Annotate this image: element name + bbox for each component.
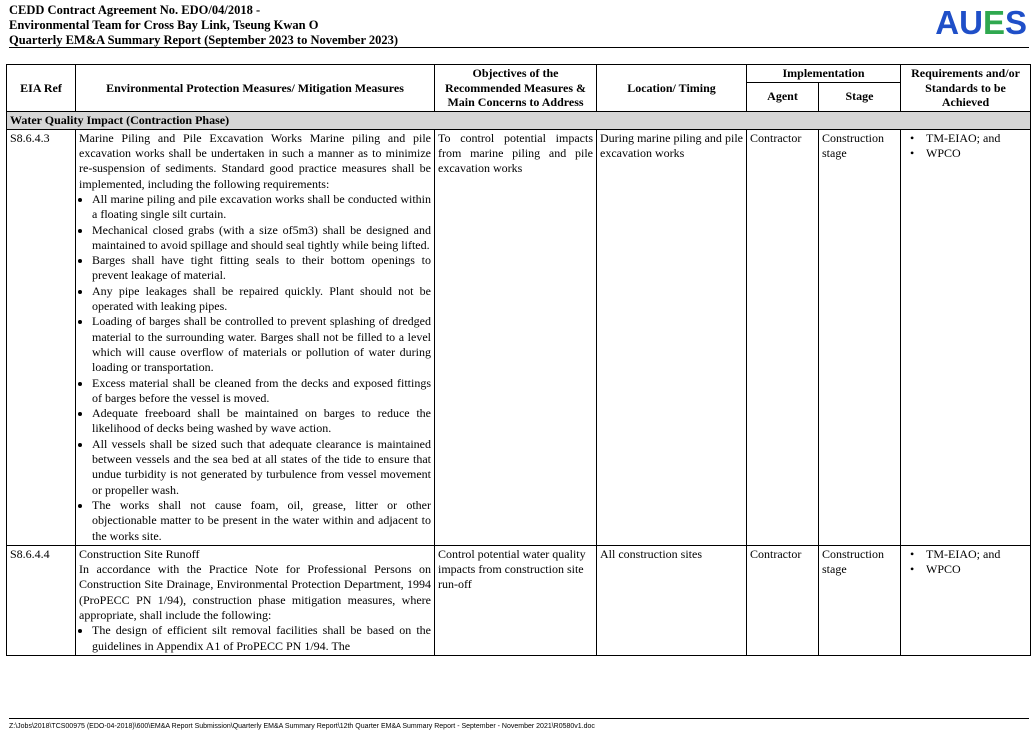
- stage-cell: Construction stage: [819, 545, 901, 655]
- section-row: [7, 111, 1031, 129]
- header-implementation: Implementation: [747, 65, 901, 83]
- table-row: [7, 545, 1031, 655]
- location-cell: All construction sites: [597, 545, 747, 655]
- list-item: • WPCO: [926, 562, 1027, 577]
- header-requirements: Requirements and/or Standards to be Achieved: [901, 65, 1031, 112]
- page-footer: [9, 718, 1029, 730]
- measure-title: Construction Site Runoff: [79, 546, 200, 561]
- list-item: • Excess material shall be cleaned from the decks and exposed fittings of barges before the vessel is moved.: [92, 376, 431, 407]
- header-objectives: Objectives of the Recommended Measures & Main Concerns to Address: [435, 65, 597, 112]
- list-item: • Adequate freeboard shall be maintained on barges to reduce the likelihood of decks being washed by wave action.: [92, 406, 431, 437]
- agent-cell: Contractor: [747, 129, 819, 545]
- logo-letter-e: E: [982, 4, 1005, 41]
- list-item: • The works shall not cause foam, oil, grease, litter or other objectionable matter to be present in the water within and adjacent to the works site.: [92, 498, 431, 544]
- mitigation-measures-table: [6, 64, 1031, 656]
- list-item: • All vessels shall be sized such that adequate clearance is maintained between vessels and the sea bed at all states of the tide to ensure that undue turbidity is not generated by turbulence from vessel movement or propeller wash.: [92, 437, 431, 498]
- list-item: • Any pipe leakages shall be repaired quickly. Plant should not be operated with leaking pipes.: [92, 284, 431, 315]
- objective-cell: Control potential water quality impacts from construction site run-off: [435, 545, 597, 655]
- header-measures: Environmental Protection Measures/ Mitigation Measures: [76, 65, 435, 112]
- list-item: • The design of efficient silt removal facilities shall be based on the guidelines in Appendix A1 of ProPECC PN 1/94. The: [92, 623, 431, 654]
- logo-letter-a: A: [935, 4, 960, 41]
- list-item: • TM-EIAO; and: [926, 547, 1027, 562]
- list-item: • WPCO: [926, 146, 1027, 161]
- eia-ref-cell: S8.6.4.4: [7, 545, 76, 655]
- header-eia-ref: EIA Ref: [7, 65, 76, 112]
- page-header: [9, 3, 1029, 48]
- table-row: [7, 129, 1031, 545]
- header-agent: Agent: [747, 82, 819, 111]
- list-item: • TM-EIAO; and: [926, 131, 1027, 146]
- measures-cell: [76, 545, 435, 655]
- file-path: Z:\Jobs\2018\TCS00975 (EDO-04-2018)\600\EM&A Report Submission\Quarterly EM&A Summary Report\12th Quarter EM&A Summary Report - September - November 2021\R0580v1.doc: [9, 723, 595, 730]
- report-line: Quarterly EM&A Summary Report (September 2023 to November 2023): [9, 33, 399, 47]
- section-title: Water Quality Impact (Contraction Phase): [7, 111, 1031, 129]
- measure-bullet-list: [79, 192, 431, 544]
- eia-ref-cell: S8.6.4.3: [7, 129, 76, 545]
- agent-cell: Contractor: [747, 545, 819, 655]
- report-title-block: [9, 3, 398, 48]
- aues-logo: [935, 5, 1027, 41]
- location-cell: During marine piling and pile excavation works: [597, 129, 747, 545]
- requirements-cell: [901, 545, 1031, 655]
- list-item: • Barges shall have tight fitting seals to their bottom openings to prevent leakage of material.: [92, 253, 431, 284]
- measures-cell: [76, 129, 435, 545]
- requirements-cell: [901, 129, 1031, 545]
- requirements-list: [904, 131, 1027, 162]
- header-stage: Stage: [819, 82, 901, 111]
- team-line: Environmental Team for Cross Bay Link, Tseung Kwan O: [9, 18, 319, 32]
- logo-letter-u: U: [959, 4, 983, 41]
- contract-line: CEDD Contract Agreement No. EDO/04/2018 -: [9, 3, 261, 17]
- header-location-timing: Location/ Timing: [597, 65, 747, 112]
- stage-cell: Construction stage: [819, 129, 901, 545]
- requirements-list: [904, 547, 1027, 578]
- measure-intro: In accordance with the Practice Note for Professional Persons on Construction Site Drainage, Environmental Protection Department, 1994 (ProPECC PN 1/94), construction phase mitigation measures, where appropriate, shall include the following:: [79, 562, 431, 622]
- list-item: • Mechanical closed grabs (with a size of5m3) shall be designed and maintained to avoid spillage and should seal tightly while being lifted.: [92, 223, 431, 254]
- objective-cell: To control potential impacts from marine piling and pile excavation works: [435, 129, 597, 545]
- list-item: • Loading of barges shall be controlled to prevent splashing of dredged material to the surrounding water. Barges shall not be filled to a level which will cause overflow of materials or pollution of water during loading or transportation.: [92, 314, 431, 375]
- list-item: • All marine piling and pile excavation works shall be conducted within a floating single silt curtain.: [92, 192, 431, 223]
- measure-intro: Marine Piling and Pile Excavation Works Marine piling and pile excavation works shall be undertaken in such a manner as to minimize re-suspension of sediments. Standard good practice measures shall be implemented, including the following requirements:: [79, 130, 431, 191]
- measure-bullet-list: [79, 623, 431, 654]
- logo-letter-s: S: [1004, 4, 1027, 41]
